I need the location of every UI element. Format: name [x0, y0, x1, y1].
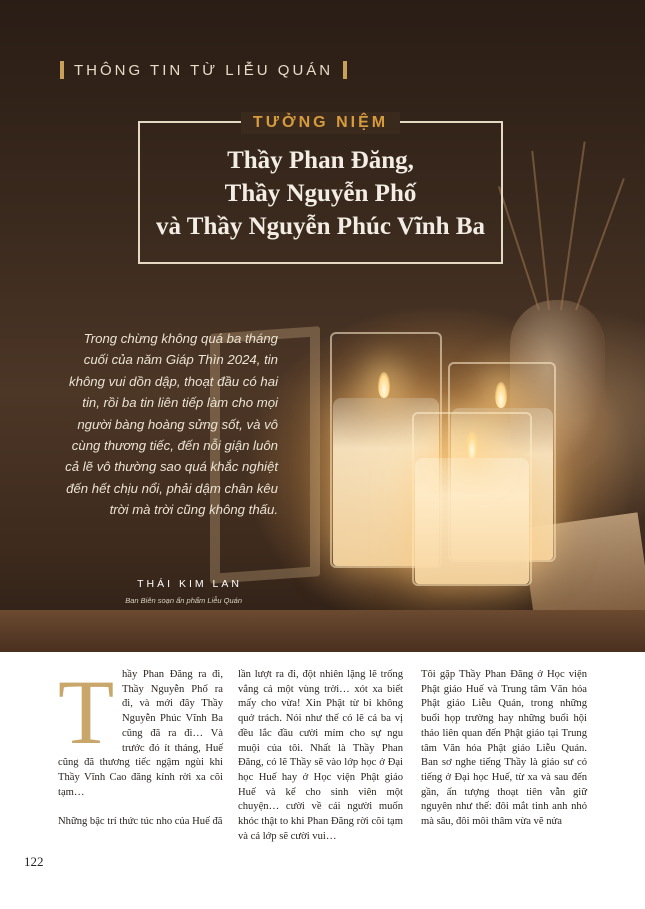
title-line-1: Thầy Phan Đăng, [227, 147, 414, 174]
dried-grass [531, 151, 550, 310]
intro-paragraph: Trong chừng không quá ba tháng cuối của năm Giáp Thìn 2024, tin không vui dồn dập, thoạt đầu có hai tin, rồi ba tin liên tiếp làm cho mọi người bàng hoàng sửng sốt, và vô cùng thương tiếc, đến nỗi giận luôn cả lẽ vô thường sao quá khắc nghiệt đến hết chịu nổi, phải dậm chân kêu trời mà trời cũng không thấu. [65, 331, 278, 518]
article-paragraph: hầy Phan Đăng ra đi, Thầy Nguyễn Phố ra đi, và mới đây Thầy Nguyễn Phúc Vĩnh Ba cũng đã ra đi… Và trước đó ít tháng, Huế cũng đã thương tiếc ngậm ngùi khi Thầy Vĩnh Cao đăng kính rời xa cõi tạm… [58, 669, 223, 798]
candle-flame [466, 432, 478, 458]
title-box [138, 114, 503, 264]
gold-bar-left [60, 61, 64, 79]
article-paragraph: Những bậc trí thức túc nho của Huế đã [58, 816, 223, 828]
section-label [60, 58, 347, 82]
shelf [0, 610, 645, 652]
memorial-tag: TƯỞNG NIỆM [241, 112, 400, 134]
candle-flame [378, 372, 390, 398]
candle-flame [495, 382, 507, 408]
dried-grass [498, 186, 540, 310]
article-paragraph: Tôi gặp Thầy Phan Đăng ở Học viện Phật giáo Huế và Trung tâm Văn hóa Phật giáo Liễu Quán, trong những buổi họp trường hay những buổi hội thảo liên quan đến Phật giáo tại Trung tâm Văn hóa Phật giáo Liễu Quán. Ban sơ nghe tiếng Thầy là giáo sư có tiếng ở Đại học Huế, từ xa và sau đến gần, ấn tượng thoạt tiên vẫn giữ nguyên như thế: đôi mắt tinh anh nhỏ mà sâu, đôi môi thâm vừa vẽ nửa [421, 669, 587, 828]
candle [415, 458, 529, 584]
drop-cap: T [58, 661, 115, 763]
author-name: THÁI KIM LAN [137, 578, 242, 590]
article-paragraph: lần lượt ra đi, đột nhiên lặng lẽ trống vắng cả một vùng trời… xót xa biết mấy cho vừa! Xin Phật từ bi không quở trách. Nói như thế có lẽ cả ba vị đều lắc đầu cười mỉm cho sự ngu muội của tôi. Nhất là Thầy Phan Đăng, có lẽ Thầy sẽ vào lớp học ở Đại học Huế hay ở Học viện Phật giáo Huế và kể cho sinh viên một chuyện… cười về cái người muốn khóc thật to khi Phan Đăng rời cõi tạm và cả lớp sẽ cười vui… [238, 669, 403, 842]
title-line-3: và Thầy Nguyễn Phúc Vĩnh Ba [155, 213, 486, 240]
dried-grass [575, 178, 625, 310]
article-column-2 [238, 668, 403, 859]
page-number: 122 [24, 854, 44, 869]
author-role: Ban Biên soạn ấn phẩm Liễu Quán [125, 596, 242, 605]
gold-bar-right [343, 61, 347, 79]
dried-grass [560, 142, 586, 311]
title-line-2: Thầy Nguyễn Phố [224, 180, 417, 207]
article-column-3 [421, 668, 587, 845]
section-label-text: THÔNG TIN TỪ LIỄU QUÁN [74, 61, 334, 79]
article-column-1 [58, 661, 223, 845]
